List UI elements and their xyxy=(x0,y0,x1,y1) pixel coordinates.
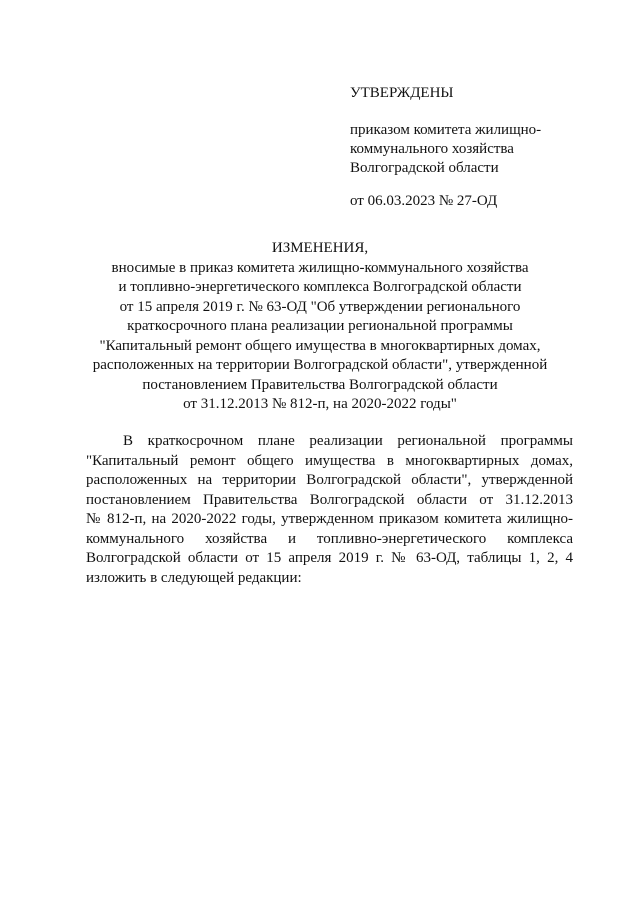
body-line: "Капитальный ремонт общего имущества в многоквартирных домах, xyxy=(86,452,573,469)
title-line: расположенных на территории Волгоградской области", утвержденной xyxy=(92,357,548,373)
document-title xyxy=(60,239,580,415)
approval-order-line-2: коммунального хозяйства xyxy=(350,141,514,157)
approval-order-line-1: приказом комитета жилищно- xyxy=(350,122,542,138)
body-line: Волгоградской области от 15 апреля 2019 г. № 63-ОД, таблицы 1, 2, 4 xyxy=(86,550,573,566)
body-line: коммунального хозяйства и топливно-энергетического комплекса xyxy=(86,530,573,547)
title-line: ИЗМЕНЕНИЯ, xyxy=(271,240,369,256)
title-line: краткосрочного плана реализации региональной программы xyxy=(127,318,513,334)
body-paragraph xyxy=(86,432,573,588)
title-line: от 15 апреля 2019 г. № 63-ОД "Об утверждении регионального xyxy=(119,298,521,315)
body-line: № 812-п, на 2020-2022 годы, утвержденном приказом комитета жилищно- xyxy=(86,511,573,527)
approval-heading: УТВЕРЖДЕНЫ xyxy=(350,85,454,101)
body-line: постановлением Правительства Волгоградской области от 31.12.2013 xyxy=(86,491,573,508)
title-line: от 31.12.2013 № 812-п, на 2020-2022 годы" xyxy=(183,396,457,412)
approval-stamp-block xyxy=(350,84,570,211)
title-line: "Капитальный ремонт общего имущества в многоквартирных домах, xyxy=(99,337,541,354)
title-line: вносимые в приказ комитета жилищно-коммунального хозяйства xyxy=(111,259,529,276)
body-last-line: изложить в следующей редакции: xyxy=(86,569,302,586)
body-line: В краткосрочном плане реализации региональной программы xyxy=(123,433,573,449)
body-line: расположенных на территории Волгоградской области", утвержденной xyxy=(86,472,573,488)
title-line: и топливно-энергетического комплекса Волгоградской области xyxy=(118,279,522,295)
approval-order-line-3: Волгоградской области xyxy=(350,160,499,176)
approval-order-date: от 06.03.2023 № 27-ОД xyxy=(350,193,498,209)
title-line: постановлением Правительства Волгоградской области xyxy=(142,376,498,393)
